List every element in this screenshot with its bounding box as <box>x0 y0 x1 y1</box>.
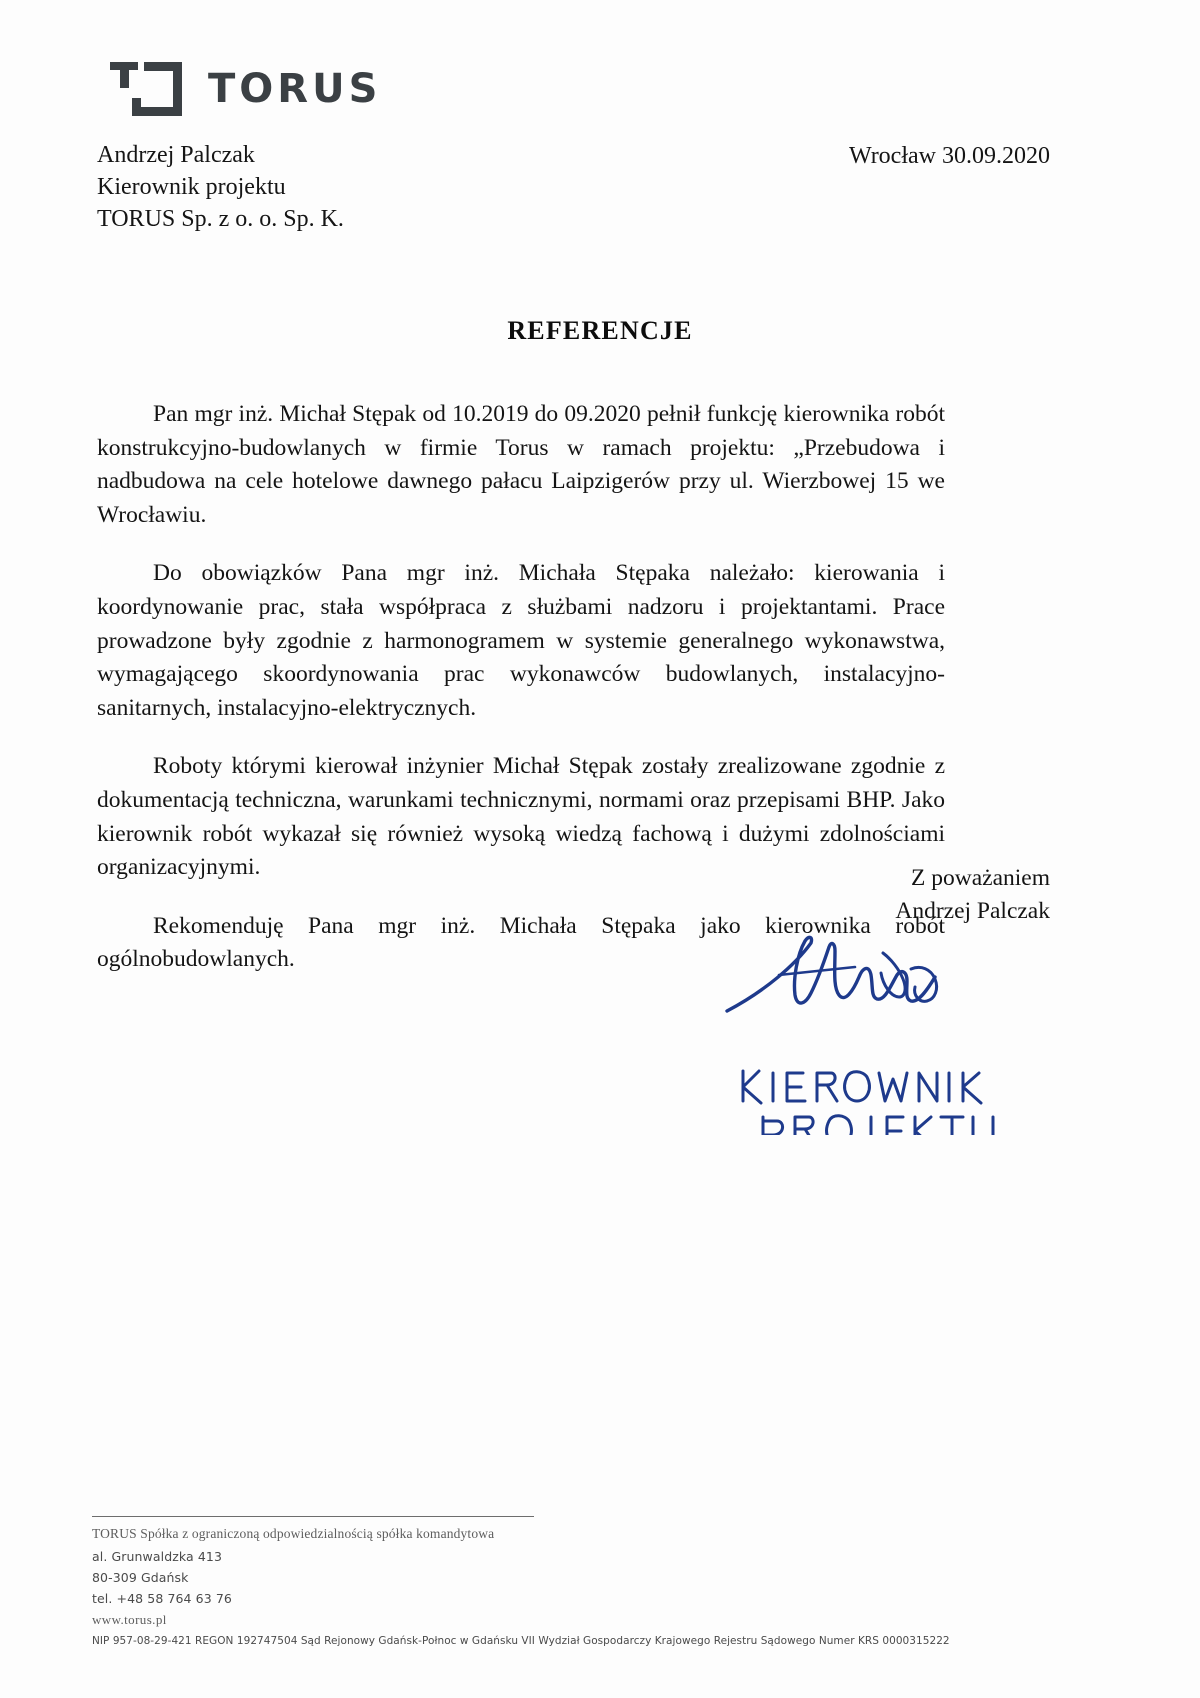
closing-signer-name: Andrzej Palczak <box>895 897 1050 924</box>
footer-street: al. Grunwaldzka 413 <box>92 1549 223 1564</box>
sender-company: TORUS Sp. z o. o. Sp. K. <box>97 205 344 232</box>
page-title: REFERENCJE <box>507 316 693 345</box>
closing-block <box>895 862 1050 928</box>
brand-logo <box>108 58 381 120</box>
footer-company-name: TORUS Spółka z ograniczoną odpowiedzialnością spółka komandytowa <box>92 1526 495 1541</box>
footer-divider <box>92 1516 534 1517</box>
body-paragraph-3: Roboty którymi kierował inżynier Michał Stępak zostały zrealizowane zgodnie z dokumentacją techniczna, warunkami technicznymi, normami oraz przepisami BHP. Jako kierownik robót wykazał się również wysoką wiedzą fachową i dużymi zdolnościami organizacyjnymi. <box>97 753 945 881</box>
footer-city: 80-309 Gdańsk <box>92 1570 189 1585</box>
place-and-date: Wrocław 30.09.2020 <box>849 143 1050 169</box>
page-footer <box>92 1516 1112 1647</box>
body-paragraph-4: Rekomenduję Pana mgr inż. Michała Stępaka jako kierownika robót ogólnobudowlanych. <box>97 912 945 973</box>
sender-role: Kierownik projektu <box>97 173 286 200</box>
torus-bracket-mark-icon <box>108 58 186 120</box>
footer-website[interactable]: www.torus.pl <box>92 1612 167 1627</box>
sender-name: Andrzej Palczak <box>97 142 255 168</box>
handwritten-signature-icon <box>715 925 1015 1135</box>
body-paragraph-1: Pan mgr inż. Michał Stępak od 10.2019 do 09.2020 pełnił funkcję kierownika robót konstrukcyjno-budowlanych w firmie Torus w ramach projektu: „Przebudowa i nadbudowa na cele hotelowe dawnego pałacu Laipzigerów przy ul. Wierzbowej 15 we Wrocławiu. <box>97 401 945 528</box>
logo-wordmark: TORUS <box>208 66 382 112</box>
footer-phone: tel. +48 58 764 63 76 <box>92 1591 232 1606</box>
footer-legal-identifiers: NIP 957-08-29-421 REGON 192747504 Sąd Rejonowy Gdańsk-Połnoc w Gdańsku VII Wydział Gospodarczy Krajowego Rejestru Sądowego Numer KRS 0000315222 <box>92 1635 950 1647</box>
body-paragraph-2: Do obowiązków Pana mgr inż. Michała Stępaka należało: kierowania i koordynowanie prac, stała współpraca z służbami nadzoru i projektantami. Prace prowadzone były zgodnie z harmonogramem w systemie generalnego wykonawstwa, wymagającego skoordynowania prac wykonawców budowlanych, instalacyjno-sanitarnych, instalacyjno-elektrycznych. <box>97 560 945 721</box>
closing-salutation: Z poważaniem <box>911 865 1050 891</box>
sender-block <box>97 140 344 236</box>
letter-body <box>97 398 945 977</box>
